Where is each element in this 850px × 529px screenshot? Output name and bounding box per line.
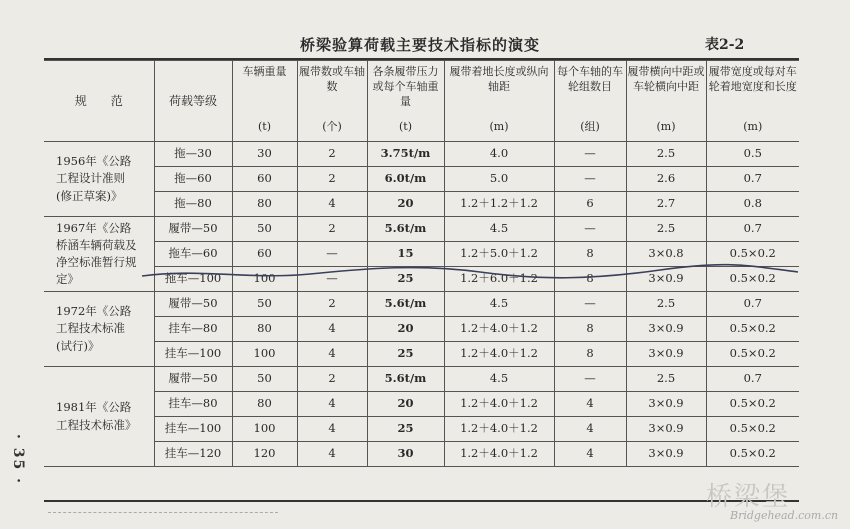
value-cell: 3×0.9 <box>626 342 706 367</box>
watermark-site: Bridgehead.com.cn <box>730 509 839 522</box>
table-title: 桥梁验算荷载主要技术指标的演变 <box>299 36 540 54</box>
table-row <box>44 167 799 192</box>
value-cell: 100 <box>232 342 297 367</box>
table-row <box>44 267 799 292</box>
value-cell: 20 <box>367 192 444 217</box>
column-header-label: 每个车轴的车轮组数目 <box>557 65 623 93</box>
value-cell: 120 <box>232 442 297 467</box>
value-cell: 15 <box>367 242 444 267</box>
regulation-line: (试行)》 <box>56 338 100 353</box>
value-cell: 100 <box>232 417 297 442</box>
load-grade-cell: 挂车—80 <box>154 392 232 417</box>
column-header-label: 履带宽度或每对车轮着地宽度和长度 <box>708 65 797 93</box>
column-header-unit: (m) <box>656 120 676 134</box>
column-header-unit: (t) <box>398 120 412 134</box>
value-cell: 8 <box>554 342 626 367</box>
value-cell: 0.5×0.2 <box>706 392 799 417</box>
value-cell: 30 <box>232 142 297 167</box>
value-cell: 1.2＋4.0＋1.2 <box>444 417 554 442</box>
value-cell: 0.5×0.2 <box>706 317 799 342</box>
value-cell: 5.6t/m <box>367 367 444 392</box>
load-grade-cell: 履带—50 <box>154 292 232 317</box>
table-row <box>44 192 799 217</box>
value-cell: 4 <box>297 192 367 217</box>
column-header-label: 车辆重量 <box>242 65 287 78</box>
value-cell: 100 <box>232 267 297 292</box>
value-cell: 3×0.9 <box>626 442 706 467</box>
value-cell: 4 <box>554 392 626 417</box>
load-grade-cell: 拖—30 <box>154 142 232 167</box>
value-cell: 2 <box>297 142 367 167</box>
value-cell: 3×0.9 <box>626 317 706 342</box>
load-grade-cell: 挂车—120 <box>154 442 232 467</box>
value-cell: 3×0.8 <box>626 242 706 267</box>
column-header-label: 荷载等级 <box>168 93 217 108</box>
regulation-line: 定》 <box>56 272 79 287</box>
value-cell: 25 <box>367 417 444 442</box>
load-grade-cell: 拖—60 <box>154 167 232 192</box>
regulation-line: 1967年《公路 <box>56 220 132 235</box>
column-header-label: 履带横向中距或车轮横向中距 <box>627 65 705 93</box>
value-cell: 4.5 <box>444 292 554 317</box>
value-cell: 0.7 <box>706 167 799 192</box>
value-cell: 0.7 <box>706 292 799 317</box>
column-header <box>44 61 154 142</box>
value-cell: 6 <box>554 192 626 217</box>
value-cell: 1.2＋1.2＋1.2 <box>444 192 554 217</box>
load-standards-table <box>44 60 799 467</box>
value-cell: 2.5 <box>626 217 706 242</box>
table-row <box>44 367 799 392</box>
value-cell: — <box>297 267 367 292</box>
value-cell: 2 <box>297 167 367 192</box>
regulation-line: 净空标准暂行规 <box>56 255 137 269</box>
value-cell: 0.5×0.2 <box>706 442 799 467</box>
value-cell: 0.5×0.2 <box>706 242 799 267</box>
value-cell: 4 <box>554 417 626 442</box>
value-cell: 0.5×0.2 <box>706 342 799 367</box>
table-row <box>44 442 799 467</box>
column-header-unit: (m) <box>489 120 509 134</box>
header-row <box>44 61 799 142</box>
page-number: · 35 · <box>10 434 26 485</box>
value-cell: — <box>554 217 626 242</box>
load-grade-cell: 挂车—100 <box>154 417 232 442</box>
column-header-label: 履带数或车轴数 <box>299 65 365 93</box>
load-grade-cell: 拖—80 <box>154 192 232 217</box>
value-cell: 4 <box>297 442 367 467</box>
column-header-unit: (个) <box>322 120 342 134</box>
value-cell: 8 <box>554 317 626 342</box>
column-header <box>444 61 554 142</box>
value-cell: 2 <box>297 367 367 392</box>
value-cell: 0.5 <box>706 142 799 167</box>
value-cell: 4.0 <box>444 142 554 167</box>
value-cell: 6.0t/m <box>367 167 444 192</box>
value-cell: 80 <box>232 192 297 217</box>
bottom-rule <box>44 500 799 502</box>
value-cell: 5.0 <box>444 167 554 192</box>
value-cell: — <box>554 292 626 317</box>
value-cell: 4.5 <box>444 217 554 242</box>
column-header-label: 履带着地长度或纵向轴距 <box>449 65 549 93</box>
value-cell: 2 <box>297 217 367 242</box>
table-row <box>44 242 799 267</box>
value-cell: — <box>554 142 626 167</box>
value-cell: 2 <box>297 292 367 317</box>
regulation-cell <box>44 142 154 217</box>
value-cell: 20 <box>367 392 444 417</box>
column-header <box>367 61 444 142</box>
value-cell: — <box>554 167 626 192</box>
load-grade-cell: 履带—50 <box>154 367 232 392</box>
value-cell: 60 <box>232 242 297 267</box>
table-number: 表2-2 <box>705 37 745 53</box>
value-cell: 50 <box>232 367 297 392</box>
value-cell: 4 <box>554 442 626 467</box>
watermark-logo: 桥梁堡 <box>706 482 791 512</box>
value-cell: 0.5×0.2 <box>706 417 799 442</box>
regulation-line: 工程技术标准 <box>56 321 125 336</box>
regulation-line: 1956年《公路 <box>56 154 132 169</box>
regulation-cell <box>44 292 154 367</box>
table-row <box>44 342 799 367</box>
table-row <box>44 317 799 342</box>
column-header-unit: (m) <box>743 120 763 134</box>
value-cell: 5.6t/m <box>367 217 444 242</box>
value-cell: 0.7 <box>706 217 799 242</box>
load-grade-cell: 挂车—80 <box>154 317 232 342</box>
value-cell: 8 <box>554 242 626 267</box>
column-header <box>297 61 367 142</box>
regulation-line: 工程设计准则 <box>56 171 125 186</box>
value-cell: 1.2＋4.0＋1.2 <box>444 342 554 367</box>
value-cell: 2.7 <box>626 192 706 217</box>
footer-dash <box>48 512 278 513</box>
value-cell: 60 <box>232 167 297 192</box>
value-cell: 3×0.9 <box>626 392 706 417</box>
value-cell: 4 <box>297 392 367 417</box>
load-grade-cell: 挂车—100 <box>154 342 232 367</box>
value-cell: 4.5 <box>444 367 554 392</box>
column-header <box>554 61 626 142</box>
column-header-label: 规 范 <box>74 93 123 108</box>
load-grade-cell: 拖车—60 <box>154 242 232 267</box>
regulation-cell <box>44 217 154 292</box>
value-cell: 3.75t/m <box>367 142 444 167</box>
table-row <box>44 217 799 242</box>
value-cell: 8 <box>554 267 626 292</box>
value-cell: 4 <box>297 317 367 342</box>
value-cell: 3×0.9 <box>626 267 706 292</box>
regulation-cell <box>44 367 154 467</box>
value-cell: 1.2＋4.0＋1.2 <box>444 317 554 342</box>
value-cell: 50 <box>232 217 297 242</box>
column-header <box>154 61 232 142</box>
column-header-unit: (组) <box>580 120 600 134</box>
column-header <box>706 61 799 142</box>
table-row <box>44 142 799 167</box>
load-grade-cell: 拖车—100 <box>154 267 232 292</box>
value-cell: 30 <box>367 442 444 467</box>
value-cell: 50 <box>232 292 297 317</box>
value-cell: — <box>554 367 626 392</box>
value-cell: 2.6 <box>626 167 706 192</box>
value-cell: 80 <box>232 317 297 342</box>
column-header <box>232 61 297 142</box>
regulation-line: (修正草案)》 <box>56 188 123 203</box>
value-cell: 1.2＋4.0＋1.2 <box>444 442 554 467</box>
value-cell: 3×0.9 <box>626 417 706 442</box>
value-cell: — <box>297 242 367 267</box>
regulation-line: 1981年《公路 <box>56 400 132 415</box>
table-row <box>44 417 799 442</box>
value-cell: 25 <box>367 342 444 367</box>
value-cell: 5.6t/m <box>367 292 444 317</box>
value-cell: 4 <box>297 417 367 442</box>
value-cell: 2.5 <box>626 367 706 392</box>
regulation-line: 桥涵车辆荷载及 <box>56 237 137 252</box>
regulation-line: 1972年《公路 <box>56 304 132 319</box>
regulation-line: 工程技术标准》 <box>56 417 137 432</box>
value-cell: 20 <box>367 317 444 342</box>
value-cell: 80 <box>232 392 297 417</box>
value-cell: 1.2＋5.0＋1.2 <box>444 242 554 267</box>
value-cell: 0.7 <box>706 367 799 392</box>
column-header <box>626 61 706 142</box>
value-cell: 0.8 <box>706 192 799 217</box>
value-cell: 2.5 <box>626 292 706 317</box>
value-cell: 4 <box>297 342 367 367</box>
table-body <box>44 142 799 467</box>
value-cell: 1.2＋4.0＋1.2 <box>444 392 554 417</box>
column-header-label: 各条履带压力或每个车轴重量 <box>372 65 439 108</box>
value-cell: 0.5×0.2 <box>706 267 799 292</box>
value-cell: 1.2＋6.0＋1.2 <box>444 267 554 292</box>
load-grade-cell: 履带—50 <box>154 217 232 242</box>
value-cell: 25 <box>367 267 444 292</box>
value-cell: 2.5 <box>626 142 706 167</box>
table-row <box>44 392 799 417</box>
table-row <box>44 292 799 317</box>
column-header-unit: (t) <box>257 120 271 134</box>
